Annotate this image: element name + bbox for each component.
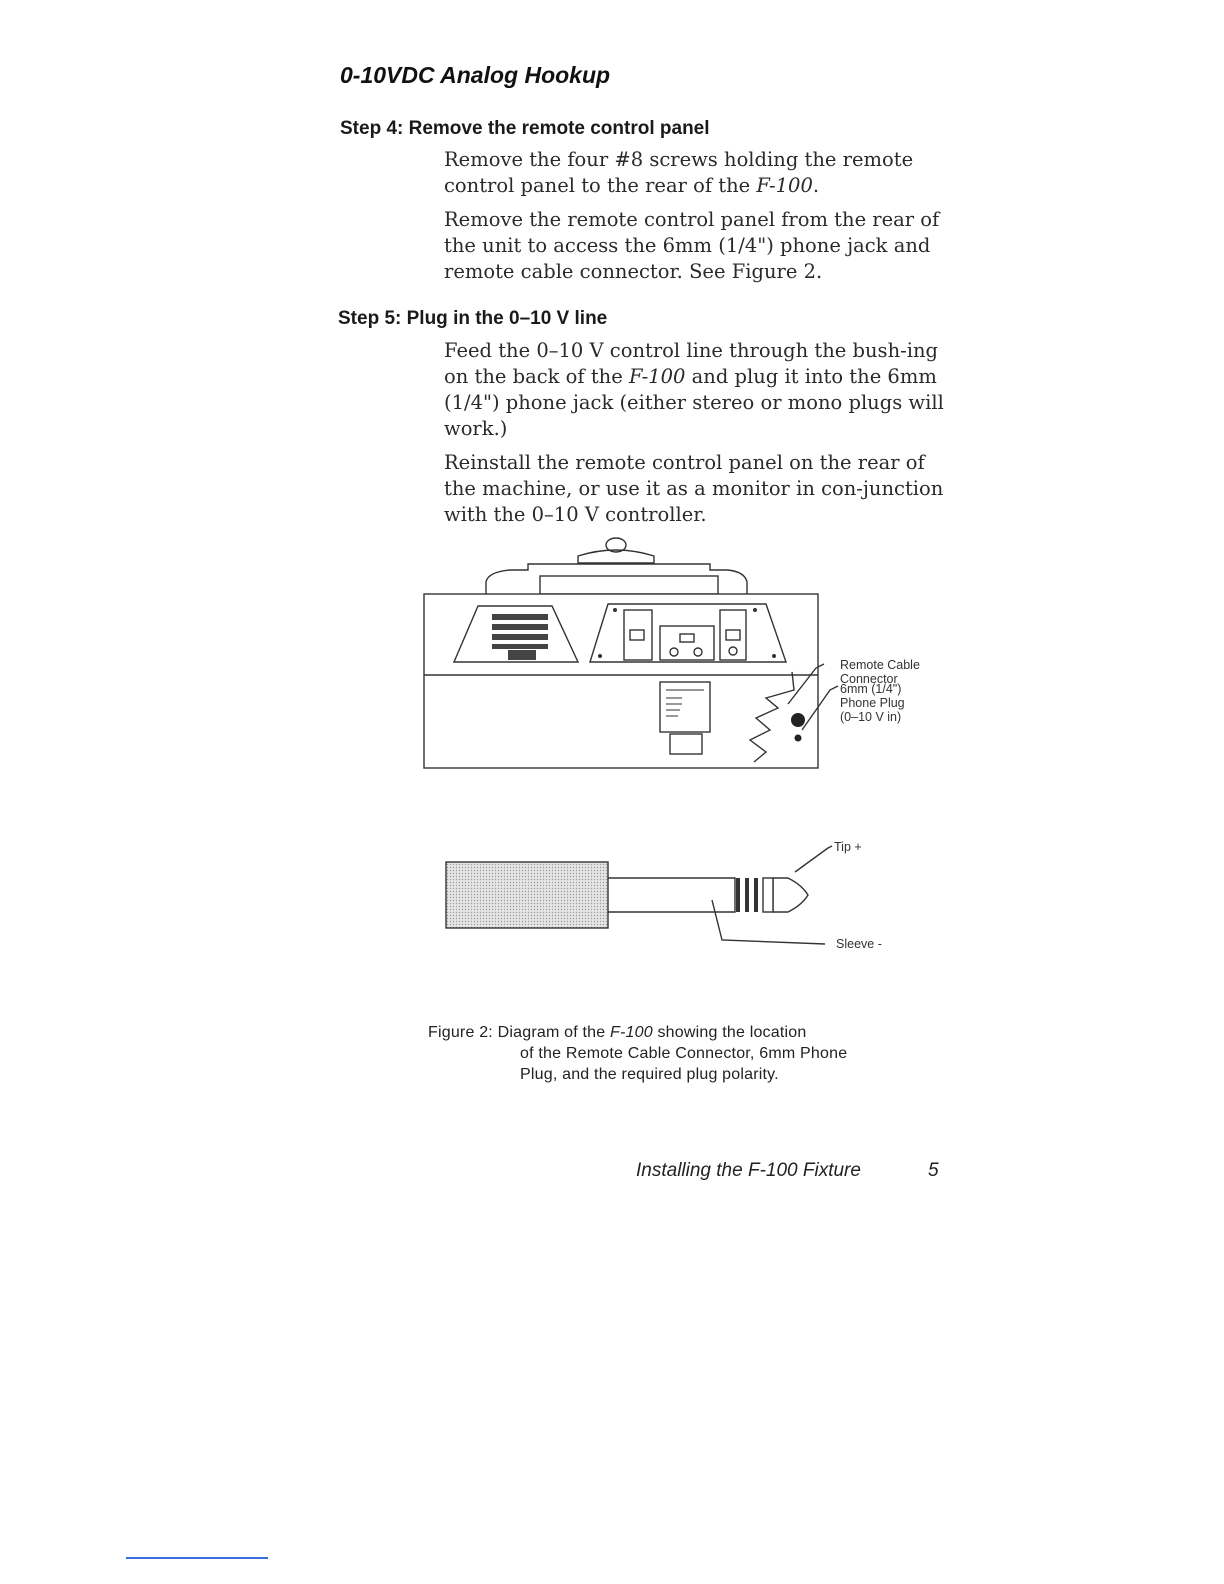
label-remote-cable-2: Connector bbox=[840, 672, 898, 686]
screw-icon bbox=[753, 608, 757, 612]
caption-line-3: Plug, and the required plug polarity. bbox=[520, 1066, 779, 1083]
bottom-rule bbox=[126, 1557, 268, 1559]
screw-icon bbox=[772, 654, 776, 658]
tip-leader bbox=[795, 846, 832, 872]
step4-paragraph-2: Remove the remote control panel from the rear of the unit to access the 6mm (1/4") phone jack and remote cable connector. See Figure 2. bbox=[444, 208, 940, 283]
phone-jack-icon bbox=[795, 735, 802, 742]
screw-icon bbox=[613, 608, 617, 612]
label-sleeve: Sleeve - bbox=[836, 937, 882, 951]
plug-rings bbox=[736, 878, 773, 912]
section-title: 0-10VDC Analog Hookup bbox=[340, 62, 611, 88]
label-remote-cable-1: Remote Cable bbox=[840, 658, 920, 672]
top-window bbox=[540, 576, 718, 594]
label-phone-plug-1: 6mm (1/4") bbox=[840, 682, 902, 696]
plug-tip bbox=[773, 878, 808, 912]
label-phone-plug-3: (0–10 V in) bbox=[840, 710, 902, 724]
step5-heading: Step 5: Plug in the 0–10 V line bbox=[338, 308, 608, 329]
step4-heading: Step 4: Remove the remote control panel bbox=[340, 118, 710, 139]
caption-line-1: Figure 2: Diagram of the F-100 showing the location bbox=[428, 1024, 807, 1041]
step4-paragraph-1: Remove the four #8 screws holding the remote control panel to the rear of the F-100. bbox=[444, 148, 914, 197]
top-housing bbox=[486, 564, 747, 594]
step5-paragraphs bbox=[444, 338, 944, 528]
page-number: 5 bbox=[928, 1160, 939, 1181]
step5-paragraph-2: Reinstall the remote control panel on the rear of the machine, or use it as a monitor in con-junction with the 0–10 V controller. bbox=[444, 451, 944, 526]
screw-icon bbox=[598, 654, 602, 658]
step4-paragraphs bbox=[444, 147, 944, 285]
label-phone-plug-2: Phone Plug bbox=[840, 696, 905, 710]
remote-cable-connector-icon bbox=[791, 713, 805, 727]
plug-sleeve bbox=[608, 878, 735, 912]
step5-paragraph-1: Feed the 0–10 V control line through the bush-ing on the back of the F-100 and plug it into the 6mm (1/4") phone jack (either stereo or mono plugs will work.) bbox=[444, 339, 944, 440]
plug-handle bbox=[446, 862, 608, 928]
phone-plug-diagram bbox=[440, 830, 910, 960]
footer-title: Installing the F-100 Fixture bbox=[636, 1160, 861, 1181]
main-body bbox=[424, 594, 818, 768]
label-tip: Tip + bbox=[834, 840, 862, 854]
figure-caption bbox=[428, 1022, 948, 1085]
caption-line-2: of the Remote Cable Connector, 6mm Phone bbox=[520, 1045, 848, 1062]
f100-rear-diagram bbox=[410, 530, 950, 780]
